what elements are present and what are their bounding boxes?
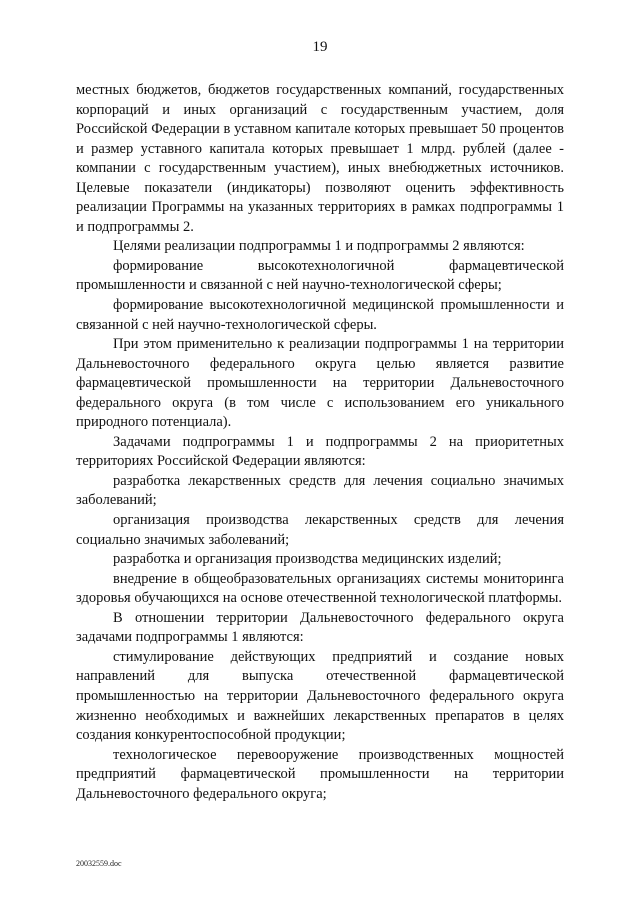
paragraph: В отношении территории Дальневосточного федерального округа задачами подпрограммы 1 являются:	[76, 609, 564, 646]
paragraph: Задачами подпрограммы 1 и подпрограммы 2 на приоритетных территориях Российской Федерации являются:	[76, 433, 564, 470]
paragraph: технологическое перевооружение производственных мощностей предприятий фармацевтической промышленности на территории Дальневосточного федерального округа;	[76, 746, 564, 802]
paragraph: формирование высокотехнологичной медицинской промышленности и связанной с ней научно-технологической сферы.	[76, 297, 564, 333]
paragraph: стимулирование действующих предприятий и создание новых направлений для выпуска отечественной фармацевтической промышленностью на территории Дальневосточного федерального округа жизненно необходимых и важнейших лекарственных препаратов в целях создания конкурентоспособной продукции;	[76, 648, 564, 744]
paragraph: При этом применительно к реализации подпрограммы 1 на территории Дальневосточного федерального округа целью является развитие фармацевтической промышленности на территории Дальневосточного федерального округа (в том числе с использованием его уникального природного потенциала).	[76, 336, 564, 431]
paragraph: Целями реализации подпрограммы 1 и подпрограммы 2 являются:	[113, 238, 525, 255]
paragraph: внедрение в общеобразовательных организациях системы мониторинга здоровья обучающихся на основе отечественной технологической платформы.	[76, 570, 564, 607]
paragraph: разработка и организация производства медицинских изделий;	[113, 551, 502, 568]
document-body	[76, 81, 564, 804]
footer-filename: 20032559.doc	[76, 859, 122, 868]
paragraph: местных бюджетов, бюджетов государственных компаний, государственных корпораций и иных организаций с государственным участием, доля Российской Федерации в уставном капитале которых превышает 50 процентов и размер уставного капитала которых превышает 1 млрд. рублей (далее - компании с государственным участием), иных внебюджетных источников. Целевые показатели (индикаторы) позволяют оценить эффективность реализации Программы на указанных территориях в рамках подпрограммы 1 и подпрограммы 2.	[76, 82, 564, 235]
page-number: 19	[312, 39, 328, 55]
paragraph: формирование высокотехнологичной фармацевтической промышленности и связанной с ней научно-технологической сферы;	[76, 257, 564, 294]
paragraph: организация производства лекарственных средств для лечения социально значимых заболеваний;	[76, 512, 564, 548]
paragraph: разработка лекарственных средств для лечения социально значимых заболеваний;	[76, 472, 564, 509]
